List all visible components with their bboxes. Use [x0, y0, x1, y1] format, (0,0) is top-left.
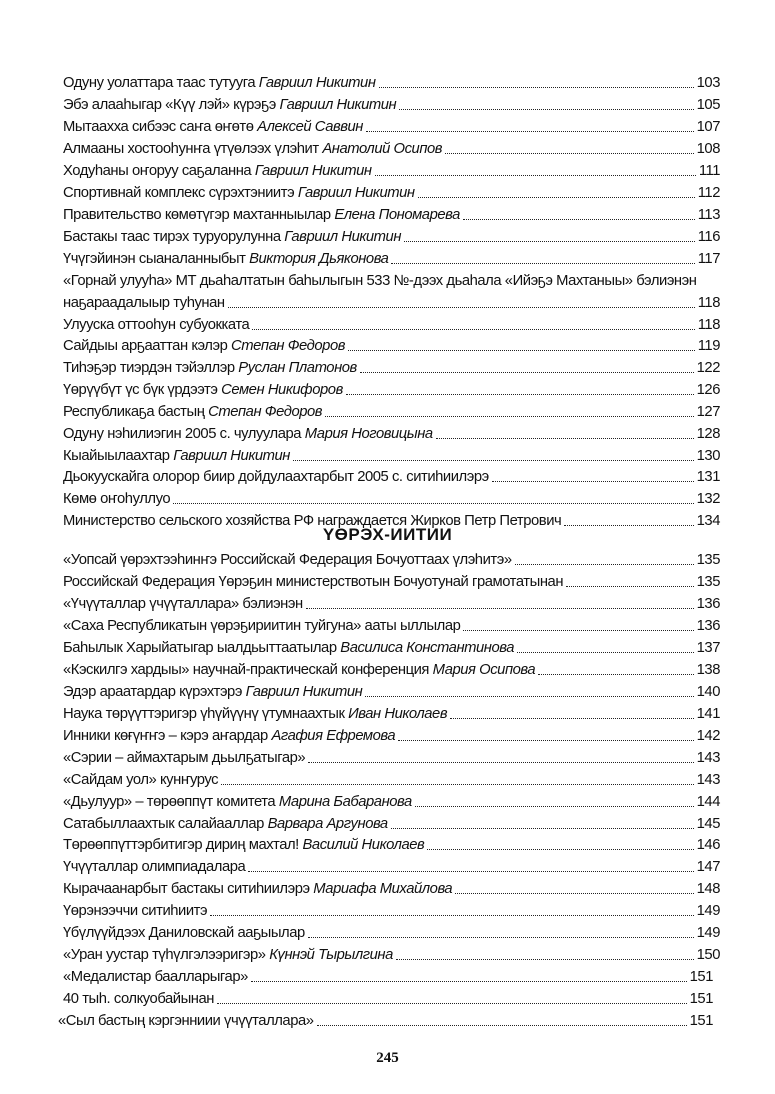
- entry-title-line: [63, 706, 447, 723]
- entry-title: «Сэрии – аймахтарым дьылҕатыгар»: [63, 750, 306, 766]
- entry-page-number: 112: [697, 185, 720, 201]
- entry-page-number: 136: [696, 618, 720, 634]
- entry-title-line: [58, 1013, 314, 1030]
- entry-author: Гавриил Никитин: [297, 185, 415, 201]
- entry-title: «Уопсай үөрэхтээһинҥэ Российскай Федерация Бочуоттаах үлэһитэ»: [63, 552, 512, 568]
- entry-title: Баһылык Харыйатыгар ыалдьыттаатылар: [63, 640, 337, 656]
- entry-title: «Дьулуур» – төрөөппүт комитета: [63, 794, 276, 810]
- dot-leader: [375, 175, 696, 176]
- entry-title: Одуну уолаттара таас тутууга: [63, 75, 256, 91]
- toc-entry: [63, 377, 720, 399]
- dot-leader: [346, 394, 694, 395]
- entry-page-number: 142: [696, 728, 720, 744]
- entry-page-number: 111: [698, 163, 720, 179]
- entry-title: 40 тыһ. солкуобайынан: [63, 991, 215, 1007]
- entry-author: Гавриил Никитин: [279, 97, 397, 113]
- entry-page-number: 151: [689, 1013, 713, 1029]
- entry-title: Республикаҕа бастың: [63, 404, 205, 420]
- entry-author: Агафия Ефремова: [271, 728, 396, 744]
- entry-page-number: 132: [696, 491, 720, 507]
- toc-entry: [63, 464, 720, 486]
- dot-leader: [379, 87, 694, 88]
- toc-entry: [63, 635, 720, 657]
- entry-page-number: 113: [697, 207, 720, 223]
- toc-entry: [58, 1008, 713, 1030]
- dot-leader: [248, 871, 693, 872]
- toc-entry: [63, 569, 720, 591]
- entry-author: Василиса Константинова: [340, 640, 514, 656]
- entry-title: «Горнай улууһа» МТ дьаһалтатын баһылыгын 533 №-дээх дьаһала «Ийэҕэ Махтаныы» бэлиэнэн: [63, 273, 697, 289]
- toc-entry: [63, 811, 720, 833]
- page-number: 245: [376, 1050, 399, 1066]
- entry-author: Варвара Аргунова: [267, 816, 388, 832]
- entry-page-number: 150: [696, 947, 720, 963]
- entry-title: «Сайдам уол» кунҥурус: [63, 772, 219, 788]
- entry-title: Үөрэнээччи ситиһиитэ: [63, 903, 208, 919]
- entry-title-line: [63, 207, 460, 224]
- entry-title-line: [63, 925, 305, 942]
- entry-page-number: 148: [696, 881, 720, 897]
- entry-title-line: [63, 969, 248, 986]
- toc-entry: [63, 854, 720, 876]
- entry-page-number: 151: [689, 969, 713, 985]
- entry-author: Гавриил Никитин: [254, 163, 372, 179]
- dot-leader: [399, 109, 693, 110]
- entry-author: Руслан Платонов: [238, 360, 357, 376]
- entry-author: Анатолий Осипов: [322, 141, 443, 157]
- entry-page-number: 127: [696, 404, 720, 420]
- entry-title-line: [63, 552, 512, 569]
- entry-title: Кыайыылаахтар: [63, 448, 170, 464]
- entry-page-number: 143: [696, 750, 720, 766]
- entry-title: «Үчүүталлар үчүүталлара» бэлиэнэн: [63, 596, 303, 612]
- entry-author: Гавриил Никитин: [245, 684, 363, 700]
- entry-page-number: 117: [697, 251, 720, 267]
- entry-author: Степан Федоров: [231, 338, 346, 354]
- dot-leader: [308, 762, 693, 763]
- toc-entry: [63, 745, 720, 767]
- entry-title: Эбэ алааһыгар «Күү лэй» күрэҕэ: [63, 97, 276, 113]
- dot-leader: [306, 608, 694, 609]
- dot-leader: [308, 937, 694, 938]
- entry-author: Семен Никифоров: [221, 382, 343, 398]
- entry-title: Улууска оттооһун субуокката: [63, 317, 250, 333]
- dot-leader: [221, 784, 694, 785]
- toc-entry: [63, 355, 720, 377]
- entry-title-line: [63, 273, 720, 290]
- dot-leader: [538, 674, 694, 675]
- entry-page-number: 134: [696, 513, 720, 529]
- entry-title-line: [63, 426, 433, 443]
- dot-leader: [228, 307, 695, 308]
- entry-title-line: [63, 448, 290, 465]
- toc-entry: [63, 723, 720, 745]
- toc-entry: [63, 268, 720, 290]
- dot-leader: [366, 131, 694, 132]
- entry-page-number: 122: [696, 360, 720, 376]
- entry-title-line: [63, 338, 345, 355]
- dot-leader: [398, 740, 694, 741]
- entry-title: «Кэскилгэ хардыы» научнай-практическай конференция: [63, 662, 429, 678]
- entry-title: «Медалистар баалларыгар»: [63, 969, 248, 985]
- entry-title-line: [63, 596, 303, 613]
- entry-title: Эдэр араатардар күрэхтэрэ: [63, 684, 242, 700]
- entry-page-number: 149: [696, 903, 720, 919]
- entry-title: Российскай Федерация Үөрэҕин министерствотын Бочуотунай грамотатынан: [63, 574, 564, 590]
- entry-page-number: 147: [696, 859, 720, 875]
- entry-page-number: 144: [696, 794, 720, 810]
- entry-page-number: 145: [696, 816, 720, 832]
- toc-entry: [63, 591, 720, 613]
- entry-title-line: [63, 903, 207, 920]
- dot-leader: [293, 460, 694, 461]
- entry-title-line: [63, 75, 376, 92]
- entry-title: Көмө оҥоһуллуо: [63, 491, 171, 507]
- entry-title-line: [63, 728, 395, 745]
- dot-leader: [317, 1025, 687, 1026]
- toc-entry: [63, 789, 720, 811]
- entry-page-number: 131: [696, 469, 720, 485]
- entry-title: Төрөөппүттэрбитигэр дириң махтал!: [63, 837, 299, 853]
- entry-author: Алексей Саввин: [257, 119, 364, 135]
- entry-page-number: 128: [696, 426, 720, 442]
- dot-leader: [365, 696, 693, 697]
- entry-title-line: [63, 991, 214, 1008]
- toc-entry: [63, 832, 720, 854]
- entry-title-line: [63, 141, 442, 158]
- dot-leader: [515, 564, 694, 565]
- entry-author: Елена Пономарева: [334, 207, 460, 223]
- entry-page-number: 108: [696, 141, 720, 157]
- entry-author: Марина Бабаранова: [278, 794, 412, 810]
- entry-author: Гавриил Никитин: [173, 448, 290, 464]
- entry-title-line: [63, 469, 489, 486]
- dot-leader: [251, 981, 687, 982]
- entry-title: Инники көғүҥҥэ – кэрэ аҥардар: [63, 728, 268, 744]
- entry-title: Министерство сельского хозяйства РФ награждается Жирков Петр Петрович: [63, 513, 562, 529]
- entry-title-line: [63, 640, 514, 657]
- toc-entry: [63, 964, 713, 986]
- entry-author: Мария Осипова: [432, 662, 536, 678]
- entry-title-line: [63, 794, 412, 811]
- dot-leader: [210, 915, 694, 916]
- entry-title-line: [63, 881, 452, 898]
- dot-leader: [445, 153, 694, 154]
- dot-leader: [217, 1003, 687, 1004]
- dot-leader: [325, 416, 694, 417]
- entry-title: Дьокуускайга олорор биир дойдулаахтарбыт 2005 с. ситиһиилэрэ: [63, 469, 489, 485]
- dot-leader: [360, 372, 694, 373]
- entry-title-line: [63, 859, 245, 876]
- entry-title: «Уран уустар түһүлгэлээригэр»: [63, 947, 266, 963]
- toc-entry: [63, 986, 713, 1008]
- entry-title: Үчүгэйинэн сыаналанныбыт: [63, 251, 246, 267]
- entry-title: «Сыл бастың кэргэнниии үчүүталлара»: [58, 1013, 314, 1029]
- entry-title: Үөрүүбүт үс бүк үрдээтэ: [63, 382, 218, 398]
- entry-page-number: 103: [696, 75, 720, 91]
- toc-entry: [63, 657, 720, 679]
- entry-page-number: 105: [696, 97, 720, 113]
- entry-author: Гавриил Никитин: [258, 75, 376, 91]
- dot-leader: [415, 806, 694, 807]
- toc-entry: [63, 443, 720, 465]
- dot-leader: [517, 652, 694, 653]
- toc-entry: [63, 202, 720, 224]
- dot-leader: [463, 219, 695, 220]
- toc-entry: [63, 136, 720, 158]
- entry-title: Сайдыы арҕааттан кэлэр: [63, 338, 228, 354]
- toc-entry: [63, 679, 720, 701]
- dot-leader: [348, 350, 695, 351]
- dot-leader: [391, 828, 694, 829]
- toc-entry: [63, 290, 720, 312]
- entry-title: Правительство көмөтүгэр махтанныылар: [63, 207, 331, 223]
- entry-title: Спортивнай комплекс сүрэхтэниитэ: [63, 185, 295, 201]
- entry-author: Виктория Дьяконова: [249, 251, 389, 267]
- dot-leader: [252, 329, 694, 330]
- entry-title: Наука төрүүттэригэр үһүйүүнү үтумнаахтык: [63, 706, 345, 722]
- entry-title-line: [63, 662, 535, 679]
- entry-title-line: [63, 772, 218, 789]
- dot-leader: [463, 630, 693, 631]
- entry-title: Үчүүталлар олимпиадалара: [63, 859, 246, 875]
- entry-title: Тиһэҕэр тиэрдэн тэйэллэр: [63, 360, 235, 376]
- entry-page-number: 135: [696, 574, 720, 590]
- toc-entry: [63, 898, 720, 920]
- entry-title: Кырачаанарбыт бастакы ситиһиилэрэ: [63, 881, 310, 897]
- entry-page-number: 140: [696, 684, 720, 700]
- entry-title-line: [63, 295, 225, 312]
- entry-title-line: [63, 837, 424, 854]
- entry-page-number: 143: [696, 772, 720, 788]
- entry-title-line: [63, 404, 322, 421]
- toc-entry: [63, 180, 720, 202]
- entry-title-line: [63, 816, 388, 833]
- dot-leader: [404, 241, 695, 242]
- entry-page-number: 119: [697, 338, 720, 354]
- entry-page-number: 118: [697, 295, 720, 311]
- dot-leader: [173, 503, 694, 504]
- toc-entry: [63, 920, 720, 942]
- entry-page-number: 118: [697, 317, 720, 333]
- entry-author: Күннэй Тырылгина: [269, 947, 393, 963]
- entry-page-number: 130: [696, 448, 720, 464]
- entry-author: Мариафа Михайлова: [313, 881, 453, 897]
- dot-leader: [450, 718, 694, 719]
- entry-page-number: 116: [697, 229, 720, 245]
- toc-entry: [63, 876, 720, 898]
- entry-page-number: 136: [696, 596, 720, 612]
- dot-leader: [427, 849, 693, 850]
- entry-title-line: [63, 750, 305, 767]
- entry-author: Василий Николаев: [302, 837, 425, 853]
- dot-leader: [418, 197, 695, 198]
- dot-leader: [492, 481, 694, 482]
- entry-title: наҕараадалыыр туһунан: [63, 295, 225, 311]
- entry-title-line: [63, 574, 563, 591]
- dot-leader: [391, 263, 694, 264]
- toc-entry: [63, 767, 720, 789]
- entry-page-number: 146: [696, 837, 720, 853]
- entry-title: Үбүлүүйдээх Даниловскай ааҕыылар: [63, 925, 305, 941]
- toc-entry: [63, 114, 720, 136]
- entry-title: Алмааны хостооһунҥа үтүөлээх үлэһит: [63, 141, 319, 157]
- toc-entry: [63, 70, 720, 92]
- entry-page-number: 141: [696, 706, 720, 722]
- entry-title: «Саха Республикатын үөрэҕириитин туйгуна» ааты ыллылар: [63, 618, 461, 634]
- toc-entry: [63, 547, 720, 569]
- entry-page-number: 126: [696, 382, 720, 398]
- entry-page-number: 151: [689, 991, 713, 1007]
- entry-title-line: [63, 360, 357, 377]
- entry-title-line: [63, 684, 362, 701]
- entry-title-line: [63, 229, 401, 246]
- entry-title: Ходуһаны оҥоруу саҕаланна: [63, 163, 252, 179]
- toc-entry: [63, 701, 720, 723]
- toc-entry: [63, 312, 720, 334]
- entry-title-line: [63, 185, 415, 202]
- section-heading: YӨРЭХ-ИИТИИ: [322, 525, 453, 544]
- entry-title-line: [63, 618, 460, 635]
- dot-leader: [436, 438, 694, 439]
- toc-entry: [63, 92, 720, 114]
- entry-title: Бастакы таас тирэх туруорулунна: [63, 229, 281, 245]
- entry-page-number: 137: [696, 640, 720, 656]
- entry-title-line: [63, 251, 388, 268]
- entry-title-line: [63, 119, 363, 136]
- entry-title-line: [63, 97, 396, 114]
- dot-leader: [396, 959, 694, 960]
- dot-leader: [566, 586, 694, 587]
- entry-page-number: 149: [696, 925, 720, 941]
- entry-author: Мария Ноговицына: [304, 426, 433, 442]
- entry-title-line: [63, 491, 170, 508]
- entry-author: Иван Николаев: [348, 706, 448, 722]
- toc-entry: [63, 333, 720, 355]
- toc-entry: [63, 613, 720, 635]
- toc-entry: [63, 421, 720, 443]
- entry-author: Гавриил Никитин: [284, 229, 402, 245]
- dot-leader: [455, 893, 693, 894]
- entry-title-line: [63, 947, 393, 964]
- entry-title: Одуну нэһилиэгин 2005 с. чулуулара: [63, 426, 302, 442]
- toc-entry: [63, 246, 720, 268]
- entry-author: Степан Федоров: [208, 404, 323, 420]
- entry-title-line: [63, 163, 372, 180]
- entry-page-number: 107: [696, 119, 720, 135]
- entry-page-number: 135: [696, 552, 720, 568]
- entry-page-number: 138: [696, 662, 720, 678]
- toc-entry: [63, 224, 720, 246]
- toc-entry: [63, 486, 720, 508]
- entry-title: Сатабыллаахтык салайааллар: [63, 816, 264, 832]
- entry-title-line: [63, 382, 343, 399]
- entry-title: Мытаахха сибээс саҥа өҥөтө: [63, 119, 254, 135]
- toc-entry: [63, 942, 720, 964]
- toc-entry: [63, 399, 720, 421]
- toc-entry: [63, 158, 720, 180]
- entry-title-line: [63, 317, 249, 334]
